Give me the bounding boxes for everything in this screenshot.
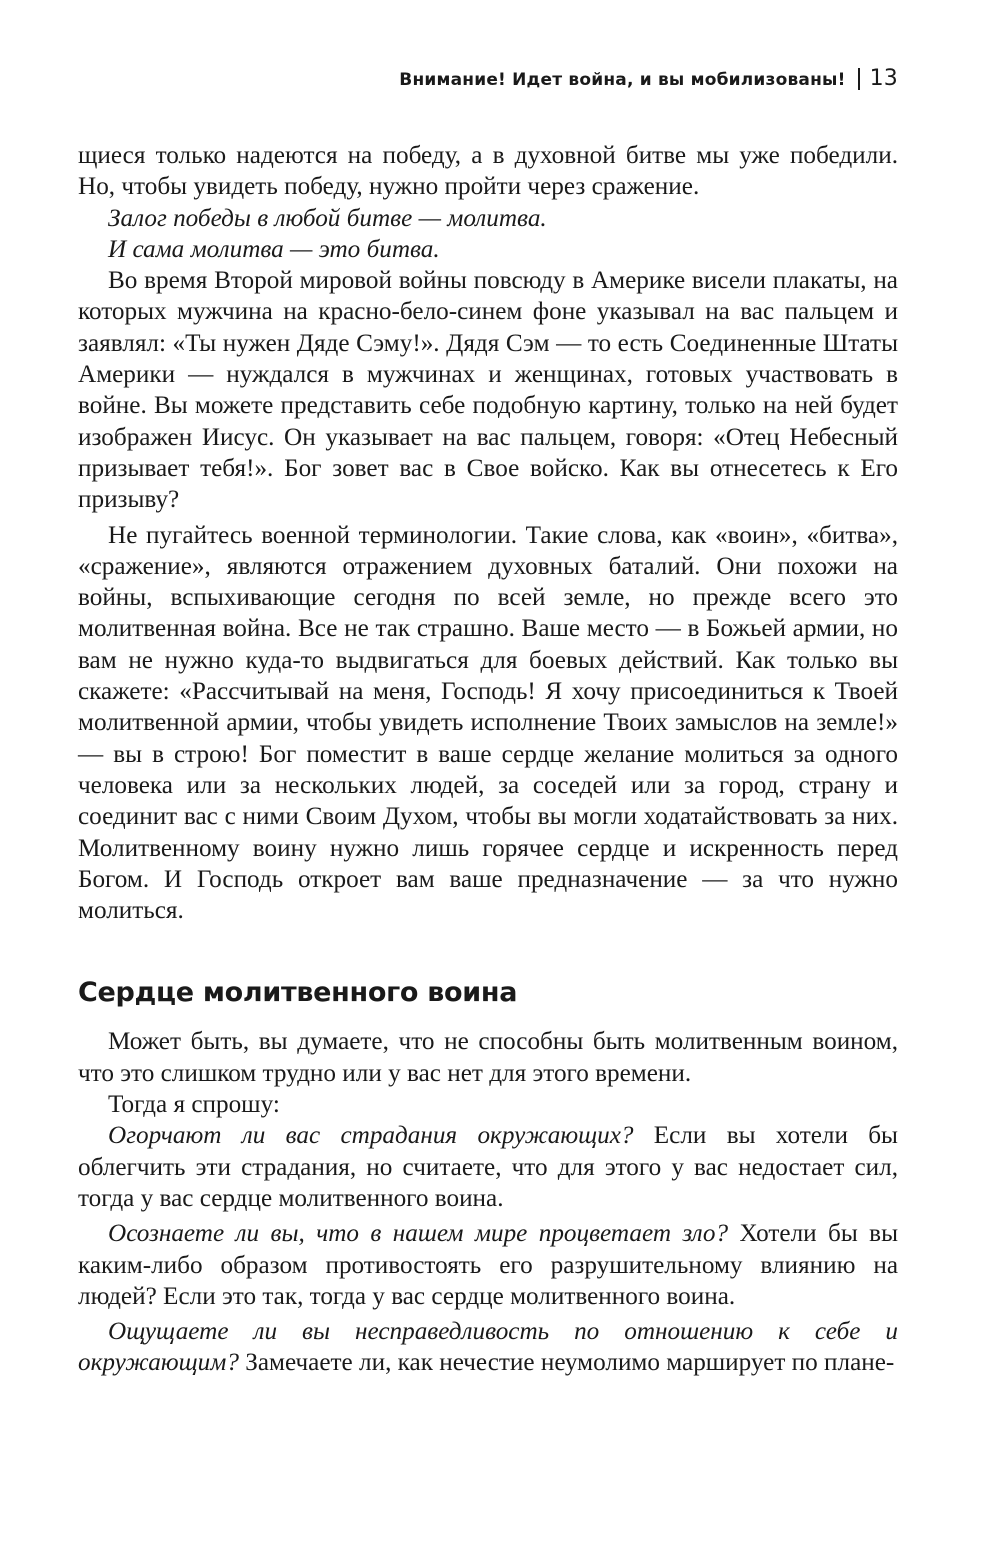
section-heading: Сердце молитвенного воина — [78, 977, 518, 1009]
paragraph: Не пугайтесь военной терминологии. Такие слова, как «воин», «битва», «сражение», являются отражением духовных баталий. Они похожи на войны, вспыхивающие сегодня по всей земле, но прежде всего это молитвенная война. Все не так страшно. Ваше место — в Божьей армии, но вам не нужно куда-то выдвигаться для боевых действий. Как только вы скажете: «Рассчитывай на меня, Господь! Я хочу присоединиться к Твоей молитвенной армии, чтобы увидеть исполнение Твоих замыслов на земле!» — вы в строю! Бог поместит в ваше сердце желание молиться за одного человека или за нескольких людей, за соседей или за город, страну и соединит вас с ними Своим Духом, чтобы вы могли ходатайствовать за них. Молитвенному воину нужно лишь горячее сердце и искренность перед Богом. И Господь откроет вам ваше предназначение — за что нужно молиться. — [78, 521, 898, 925]
paragraph: щиеся только надеются на победу, а в духовной битве мы уже победили. Но, чтобы увидеть победу, нужно пройти через сражение. — [78, 142, 898, 201]
paragraph-question: Осознаете ли вы, что в нашем мире процветает зло? Хотели бы вы каким-либо образом противостоять его разрушительному влиянию на людей? Если это так, тогда у вас сердце молитвенного воина. — [78, 1220, 898, 1310]
running-head — [78, 66, 898, 91]
paragraph-italic: Залог победы в любой битве — молитва. — [108, 204, 547, 232]
paragraph: Может быть, вы думаете, что не способны быть молитвенным воином, что это слишком трудно или у вас нет для этого времени. — [78, 1028, 898, 1087]
body-text — [78, 140, 898, 1379]
paragraph-question: Ощущаете ли вы несправедливость по отношению к себе и окружающим? Замечаете ли, как нечестие неумолимо марширует по плане- — [78, 1318, 898, 1377]
running-head-title: Внимание! Идет война, и вы мобилизованы! — [399, 70, 846, 90]
paragraph: Во время Второй мировой войны повсюду в Америке висели плакаты, на которых мужчина на красно-бело-синем фоне указывал на вас пальцем и заявлял: «Ты нужен Дяде Сэму!». Дядя Сэм — то есть Соединенные Штаты Америки — нуждался в мужчинах и женщинах, готовых участвовать в войне. Вы можете представить себе подобную картину, только на ней будет изображен Иисус. Он указывает на вас пальцем, говоря: «Отец Небесный призывает тебя!». Бог зовет вас в Свое войско. Как вы отнесетесь к Его призыву? — [78, 267, 898, 514]
paragraph-question: Огорчают ли вас страдания окружающих? Если вы хотели бы облегчить эти страдания, но считаете, что для этого у вас недостает сил, тогда у вас сердце молитвенного воина. — [78, 1122, 898, 1212]
page-number: 13 — [869, 66, 898, 91]
paragraph: Тогда я спрошу: — [108, 1091, 280, 1119]
running-head-separator — [858, 68, 860, 90]
paragraph-italic: И сама молитва — это битва. — [108, 235, 440, 263]
